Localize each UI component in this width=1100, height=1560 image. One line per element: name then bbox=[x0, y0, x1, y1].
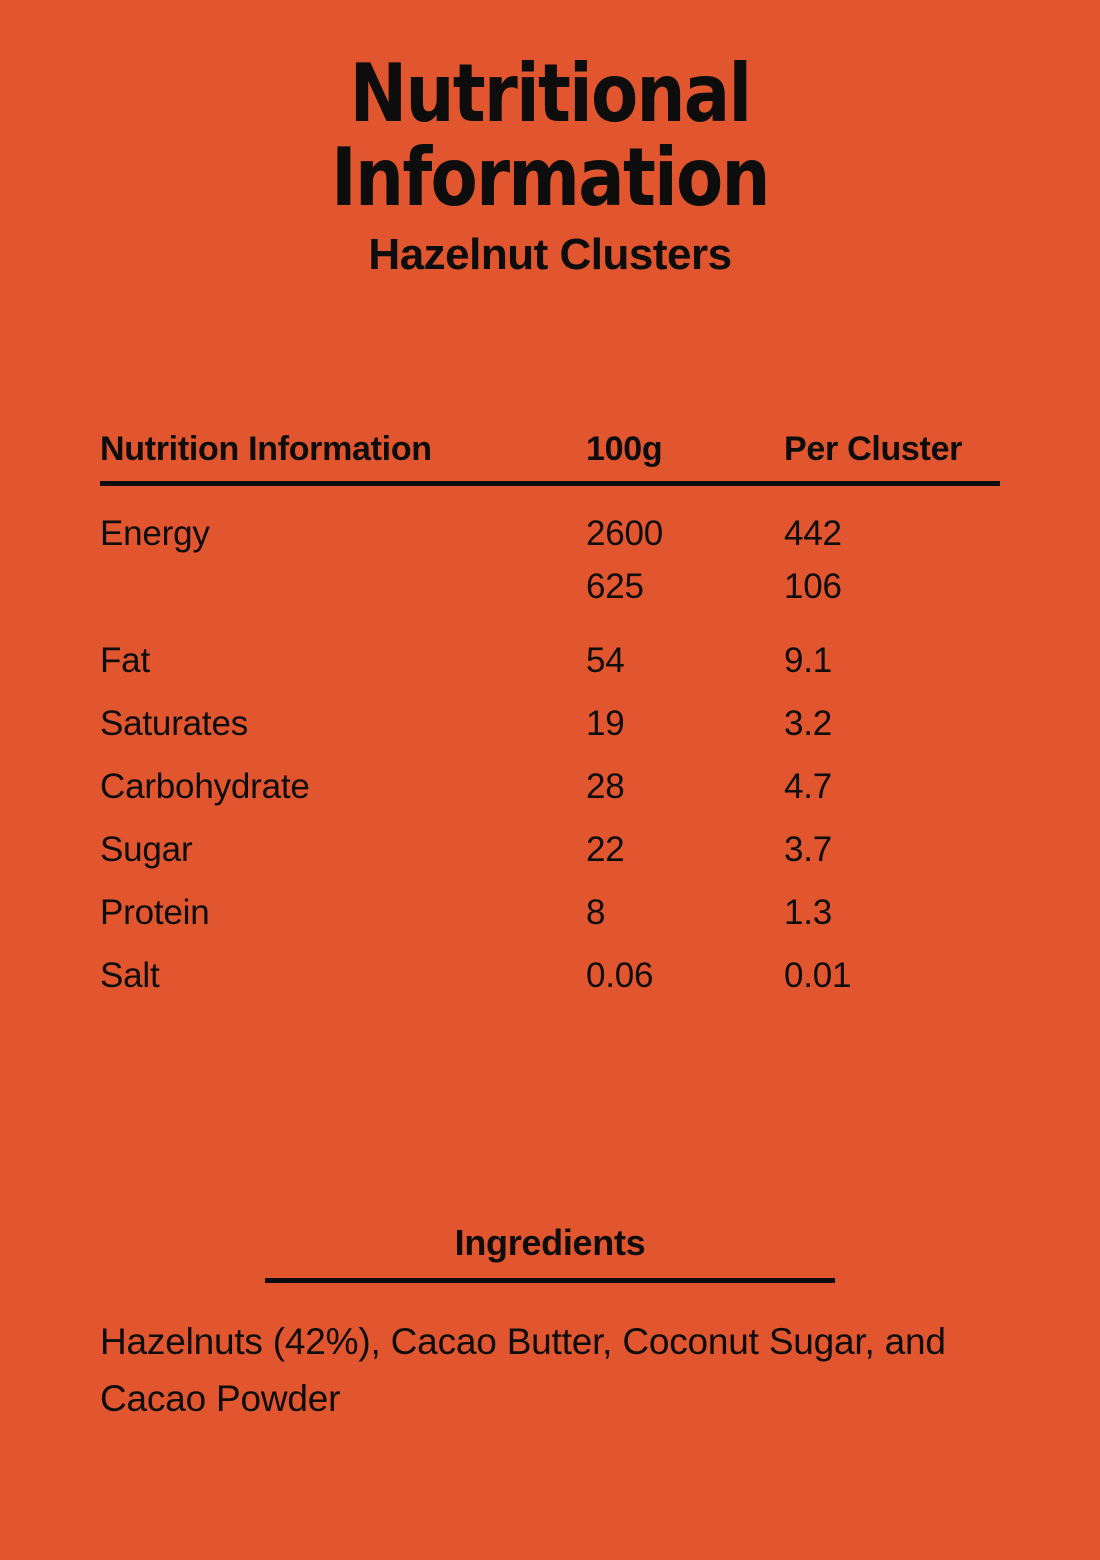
product-name: Hazelnut Clusters bbox=[368, 230, 732, 279]
nutrient-value-per-serving: 3.7 bbox=[784, 830, 833, 869]
ingredients-divider bbox=[265, 1278, 835, 1283]
nutrient-value-100g: 28 bbox=[586, 767, 625, 806]
nutrient-name bbox=[100, 565, 586, 627]
nutrient-value-per-serving: 3.2 bbox=[784, 704, 833, 743]
column-header-100g: 100g bbox=[586, 430, 663, 468]
nutrient-value-per-serving: 0.01 bbox=[784, 956, 852, 995]
table-row bbox=[100, 692, 1000, 755]
nutrient-value-100g: 8 bbox=[586, 893, 606, 932]
nutrient-value-100g: 54 bbox=[586, 641, 625, 680]
nutrient-value-per-serving: 4.7 bbox=[784, 767, 833, 806]
nutrient-value-100g: 19 bbox=[586, 704, 625, 743]
column-header-nutrient: Nutrition Information bbox=[100, 430, 432, 468]
nutrient-value-100g: 625 bbox=[586, 567, 644, 606]
nutrient-value-100g: 0.06 bbox=[586, 956, 654, 995]
nutrient-name: Fat bbox=[100, 641, 150, 680]
table-row bbox=[100, 881, 1000, 944]
nutrient-name: Sugar bbox=[100, 830, 193, 869]
nutrient-name: Salt bbox=[100, 956, 160, 995]
column-header-per-serving: Per Cluster bbox=[784, 430, 963, 468]
table-row bbox=[100, 484, 1000, 566]
nutrition-table-head bbox=[100, 430, 1000, 484]
table-row bbox=[100, 565, 1000, 627]
page-title: Nutritional Information bbox=[331, 47, 769, 224]
nutrient-value-100g: 22 bbox=[586, 830, 625, 869]
nutrient-name: Energy bbox=[100, 514, 210, 553]
nutrient-value-per-serving: 9.1 bbox=[784, 641, 833, 680]
nutrient-name: Protein bbox=[100, 893, 210, 932]
nutrient-name: Carbohydrate bbox=[100, 767, 310, 806]
table-row bbox=[100, 944, 1000, 1007]
nutrition-table-body bbox=[100, 484, 1000, 1008]
table-row bbox=[100, 627, 1000, 692]
ingredients-text: Hazelnuts (42%), Cacao Butter, Coconut Sugar, and Cacao Powder bbox=[100, 1321, 946, 1420]
nutrition-header-row bbox=[100, 430, 1000, 484]
table-row bbox=[100, 755, 1000, 818]
nutrient-value-per-serving: 1.3 bbox=[784, 893, 833, 932]
nutrition-table-section bbox=[100, 430, 1000, 1007]
ingredients-section bbox=[100, 1222, 1000, 1428]
nutrient-value-per-serving: 442 bbox=[784, 514, 842, 553]
nutrition-table bbox=[100, 430, 1000, 1007]
nutrient-value-100g: 2600 bbox=[586, 514, 664, 553]
nutrient-name: Saturates bbox=[100, 704, 249, 743]
table-row bbox=[100, 818, 1000, 881]
ingredients-heading: Ingredients bbox=[454, 1222, 646, 1263]
nutrient-value-per-serving: 106 bbox=[784, 567, 842, 606]
